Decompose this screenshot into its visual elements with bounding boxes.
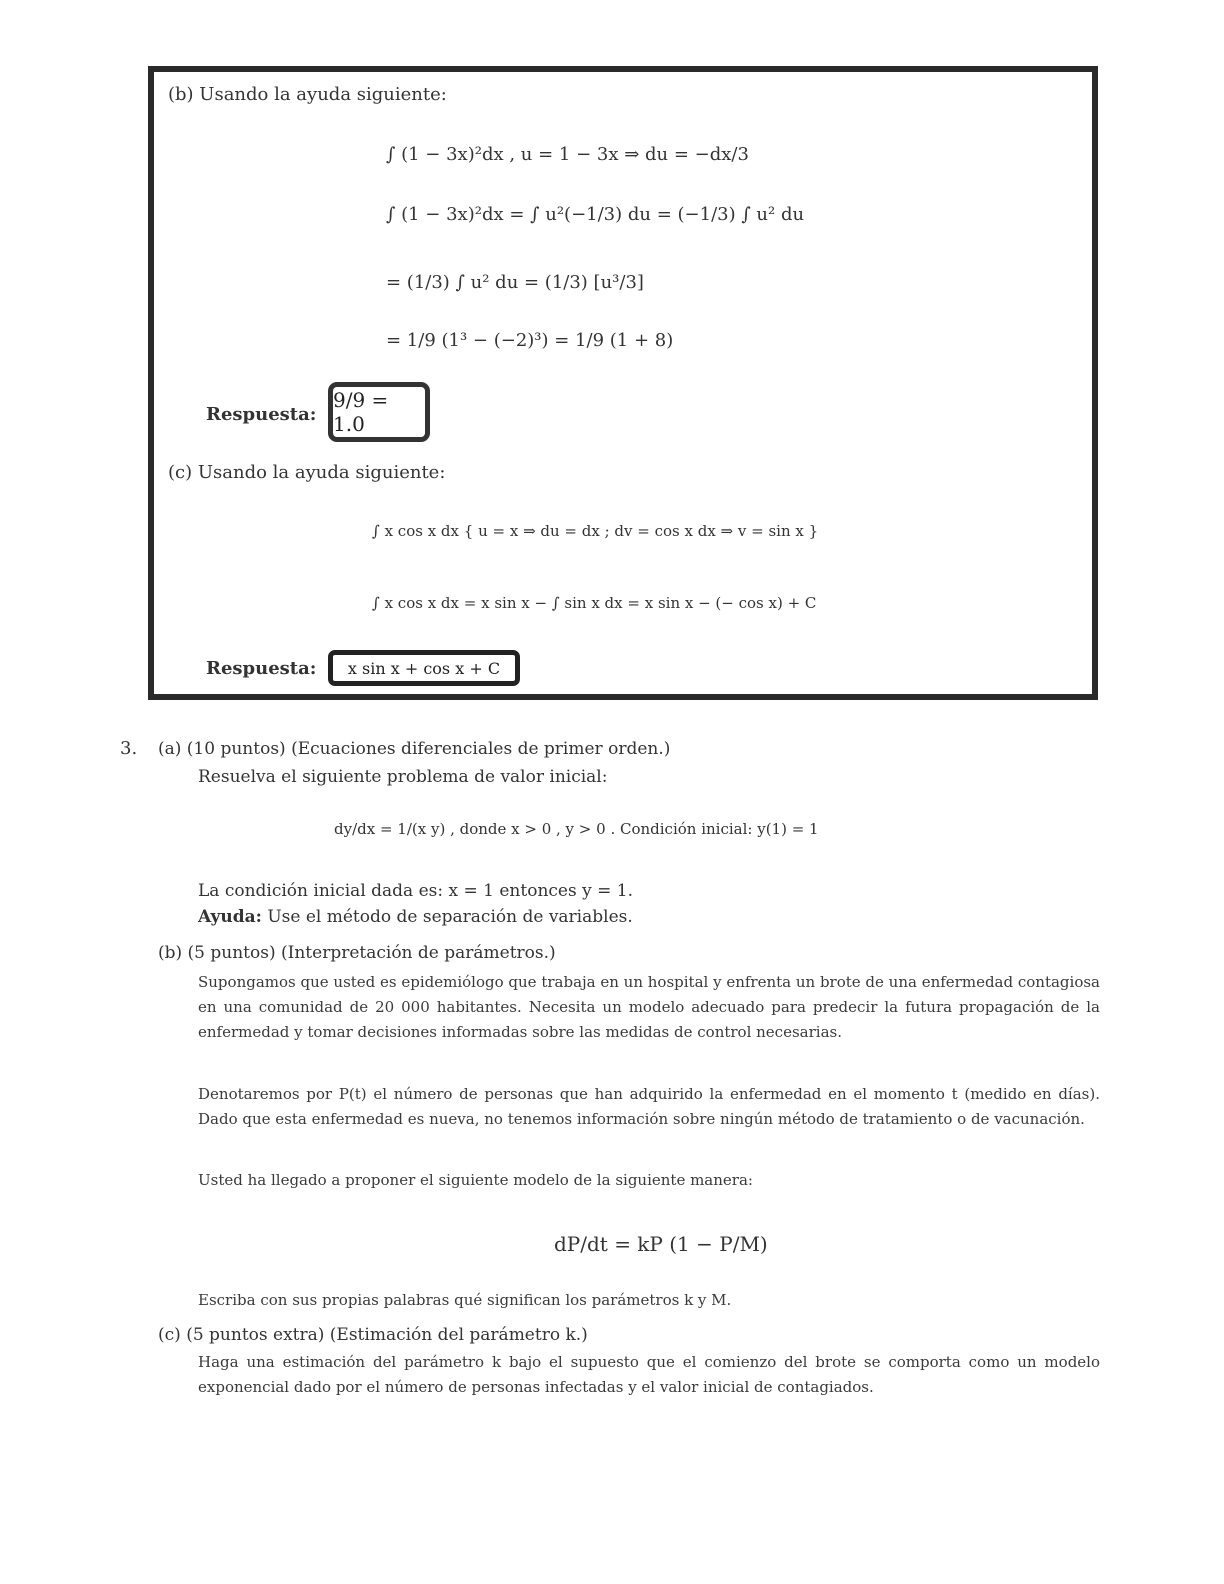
part-b-answer-label: Respuesta: xyxy=(206,404,317,425)
part-c-heading: (c) Usando la ayuda siguiente: xyxy=(168,462,446,483)
logistic-equation: dP/dt = kP (1 − P/M) xyxy=(554,1232,768,1256)
part-c-answer-label: Respuesta: xyxy=(206,658,317,679)
hint-text: Use el método de separación de variables. xyxy=(267,907,633,927)
part-c-answer-box xyxy=(328,650,520,686)
problem-3c-heading: (c) (5 puntos extra) (Estimación del parámetro k.) xyxy=(158,1325,588,1345)
part-c-equation-1: ∫ x cos x dx { u = x ⇒ du = dx ; dv = cos x dx ⇒ v = sin x } xyxy=(372,522,819,540)
part-b-answer-box xyxy=(328,382,430,442)
part-b-answer-value: 9/9 = 1.0 xyxy=(333,388,389,436)
problem-3a-instruction: Resuelva el siguiente problema de valor inicial: xyxy=(198,767,608,787)
problem-3a-condition-text: La condición inicial dada es: x = 1 entonces y = 1. xyxy=(198,881,633,901)
problem-number: 3. xyxy=(120,738,138,759)
part-c-answer-value: x sin x + cos x + C xyxy=(347,658,501,678)
part-b-equation-2: ∫ (1 − 3x)²dx = ∫ u²(−1/3) du = (−1/3) ∫ u² du xyxy=(386,204,805,225)
problem-3a-equation: dy/dx = 1/(x y) , donde x > 0 , y > 0 . Condición inicial: y(1) = 1 xyxy=(334,820,819,838)
problem-3c-paragraph-1: Haga una estimación del parámetro k bajo el supuesto que el comienzo del brote se comporta como un modelo exponencial dado por el número de personas infectadas y el valor inicial de contagiados. xyxy=(198,1353,1100,1396)
part-c-equation-2: ∫ x cos x dx = x sin x − ∫ sin x dx = x sin x − (− cos x) + C xyxy=(372,594,817,612)
part-b-equation-4: = 1/9 (1³ − (−2)³) = 1/9 (1 + 8) xyxy=(386,330,674,351)
part-b-heading: (b) Usando la ayuda siguiente: xyxy=(168,84,447,105)
part-b-equation-3: = (1/3) ∫ u² du = (1/3) [u³/3] xyxy=(386,272,644,293)
problem-3b-paragraph-2: Denotaremos por P(t) el número de personas que han adquirido la enfermedad en el momento t (medido en días). Dado que esta enfermedad es nueva, no tenemos información sobre ningún método de tratamiento o de vacunación. xyxy=(198,1085,1100,1128)
problem-3a-heading: (a) (10 puntos) (Ecuaciones diferenciales de primer orden.) xyxy=(158,739,671,759)
problem-3b-paragraph-3: Usted ha llegado a proponer el siguiente modelo de la siguiente manera: xyxy=(198,1171,753,1189)
problem-3b-paragraph-4: Escriba con sus propias palabras qué significan los parámetros k y M. xyxy=(198,1291,732,1309)
part-b-equation-1: ∫ (1 − 3x)²dx , u = 1 − 3x ⇒ du = −dx/3 xyxy=(386,144,749,165)
hint-label: Ayuda: xyxy=(198,907,262,927)
problem-3b-paragraph-1: Supongamos que usted es epidemiólogo que trabaja en un hospital y enfrenta un brote de una enfermedad contagiosa en una comunidad de 20 000 habitantes. Necesita un modelo adecuado para predecir la futura propagación de la enfermedad y tomar decisiones informadas sobre las medidas de control necesarias. xyxy=(198,973,1100,1041)
problem-3a-hint xyxy=(198,904,633,930)
problem-3b-heading: (b) (5 puntos) (Interpretación de parámetros.) xyxy=(158,943,556,963)
